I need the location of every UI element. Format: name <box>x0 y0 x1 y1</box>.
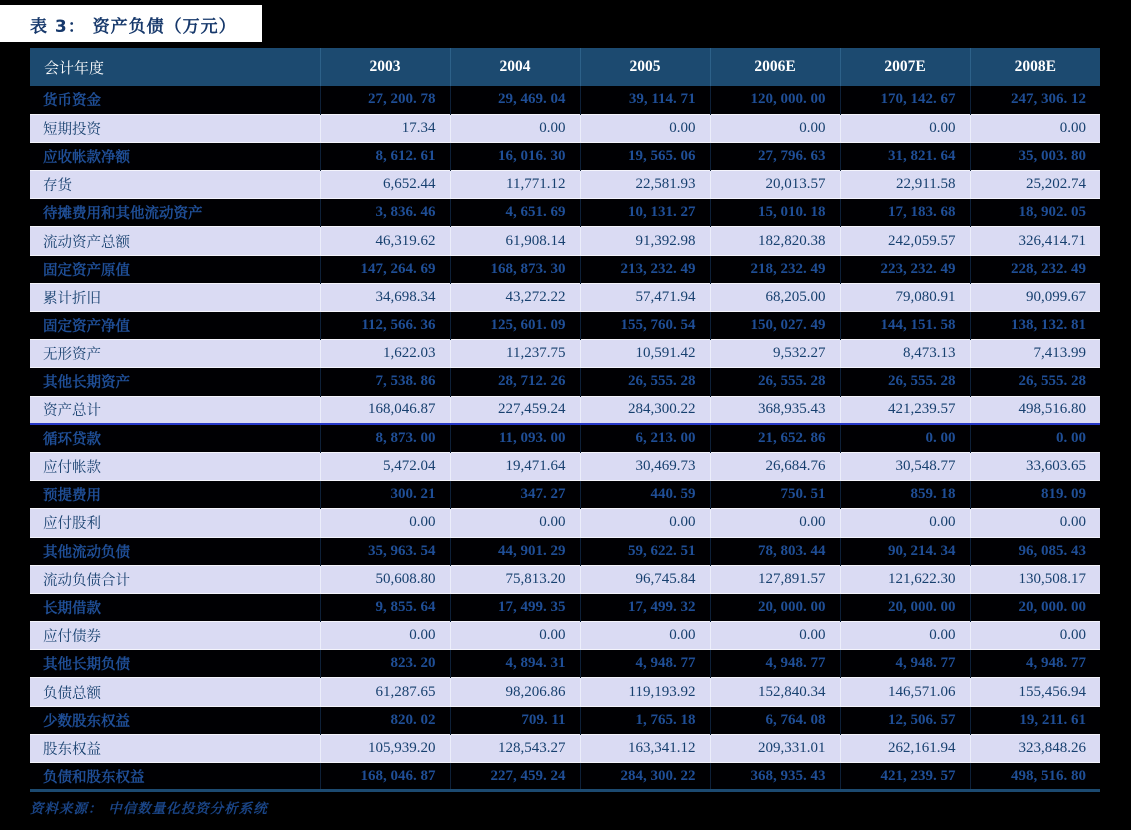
row-label-cell: 长期借款 <box>30 593 320 621</box>
value-cell: 43,272.22 <box>450 283 580 311</box>
value-cell: 9,532.27 <box>710 340 840 368</box>
table-row <box>30 678 1100 706</box>
value-cell: 20,013.57 <box>710 171 840 199</box>
value-cell: 144, 151. 58 <box>840 312 970 340</box>
value-cell: 0.00 <box>580 114 710 142</box>
value-cell: 0.00 <box>710 509 840 537</box>
value-cell: 22,911.58 <box>840 171 970 199</box>
value-cell: 120, 000. 00 <box>710 86 840 114</box>
value-cell: 819. 09 <box>1041 486 1086 503</box>
value-cell: 6, 213. 00 <box>580 424 710 452</box>
row-label-cell: 短期投资 <box>30 114 320 142</box>
value-cell: 128,543.27 <box>450 734 580 762</box>
value-cell: 150, 027. 49 <box>710 312 840 340</box>
value-cell: 262,161.94 <box>840 734 970 762</box>
value-cell: 209,331.01 <box>710 734 840 762</box>
value-cell: 820. 02 <box>320 706 450 734</box>
row-label-cell: 货币资金 <box>30 86 320 114</box>
value-cell: 247, 306. 12 <box>1011 91 1086 108</box>
value-cell: 152,840.34 <box>710 678 840 706</box>
value-cell: 17, 499. 32 <box>580 593 710 621</box>
value-cell: 0.00 <box>580 622 710 650</box>
value-cell: 218, 232. 49 <box>710 255 840 283</box>
value-cell: 421, 239. 57 <box>840 763 970 791</box>
table-row <box>30 86 1100 114</box>
fiscal-year-column-header: 会计年度 <box>30 48 320 86</box>
table-row <box>30 227 1100 255</box>
value-cell: 0.00 <box>970 622 1100 650</box>
value-cell: 227,459.24 <box>450 396 580 424</box>
value-cell: 26, 555. 28 <box>840 368 970 396</box>
table-row <box>30 283 1100 311</box>
value-cell: 26,684.76 <box>710 452 840 480</box>
value-cell: 75,813.20 <box>450 565 580 593</box>
row-label-cell: 应付股利 <box>30 509 320 537</box>
table-row <box>30 565 1100 593</box>
table-row <box>30 171 1100 199</box>
row-label-cell: 预提费用 <box>30 481 320 509</box>
value-cell: 4, 651. 69 <box>450 199 580 227</box>
value-cell: 28, 712. 26 <box>450 368 580 396</box>
value-cell: 709. 11 <box>450 706 580 734</box>
value-cell: 4, 894. 31 <box>450 650 580 678</box>
row-label-cell: 应付债券 <box>30 622 320 650</box>
row-label-cell: 循环贷款 <box>30 424 320 452</box>
value-cell: 26, 555. 28 <box>580 368 710 396</box>
table-row <box>30 142 1100 170</box>
value-cell: 96,745.84 <box>580 565 710 593</box>
table-body <box>30 86 1100 791</box>
value-cell: 223, 232. 49 <box>840 255 970 283</box>
table-header-row <box>30 48 1100 86</box>
value-cell: 20, 000. 00 <box>840 593 970 621</box>
table-row <box>30 396 1100 424</box>
value-cell: 440. 59 <box>580 481 710 509</box>
table-row <box>30 622 1100 650</box>
value-cell: 121,622.30 <box>840 565 970 593</box>
value-cell: 25,202.74 <box>970 171 1100 199</box>
value-cell: 39, 114. 71 <box>580 86 710 114</box>
row-label-cell: 资产总计 <box>30 396 320 424</box>
value-cell: 6, 764. 08 <box>710 706 840 734</box>
value-cell: 0.00 <box>840 114 970 142</box>
value-cell: 130,508.17 <box>970 565 1100 593</box>
value-cell: 19, 565. 06 <box>580 142 710 170</box>
value-cell: 29, 469. 04 <box>450 86 580 114</box>
table-row <box>30 763 1100 791</box>
value-cell: 168, 873. 30 <box>450 255 580 283</box>
table-row <box>30 114 1100 142</box>
value-cell: 168, 046. 87 <box>320 763 450 791</box>
value-cell: 138, 132. 81 <box>1011 317 1086 334</box>
value-cell: 0.00 <box>450 622 580 650</box>
value-cell: 125, 601. 09 <box>450 312 580 340</box>
year-column-header: 2005 <box>580 48 710 86</box>
table-row <box>30 199 1100 227</box>
value-cell: 859. 18 <box>840 481 970 509</box>
value-cell: 7, 538. 86 <box>320 368 450 396</box>
year-column-header: 2004 <box>450 48 580 86</box>
row-label-cell: 其他长期负债 <box>30 650 320 678</box>
value-cell: 368,935.43 <box>710 396 840 424</box>
row-label-cell: 少数股东权益 <box>30 706 320 734</box>
value-cell: 5,472.04 <box>320 452 450 480</box>
value-cell: 0. 00 <box>1056 430 1086 447</box>
year-column-header: 2007E <box>840 48 970 86</box>
value-cell: 0.00 <box>840 509 970 537</box>
value-cell: 213, 232. 49 <box>580 255 710 283</box>
value-cell: 146,571.06 <box>840 678 970 706</box>
row-label-cell: 其他长期资产 <box>30 368 320 396</box>
table-row <box>30 368 1100 396</box>
table-row <box>30 481 1100 509</box>
value-cell: 0.00 <box>840 622 970 650</box>
row-label-cell: 股东权益 <box>30 734 320 762</box>
row-label-cell: 应付帐款 <box>30 452 320 480</box>
value-cell: 61,908.14 <box>450 227 580 255</box>
row-label-cell: 累计折旧 <box>30 283 320 311</box>
table-row <box>30 706 1100 734</box>
value-cell: 59, 622. 51 <box>580 537 710 565</box>
value-cell: 20, 000. 00 <box>1018 598 1086 615</box>
row-label-cell: 待摊费用和其他流动资产 <box>30 199 320 227</box>
table-row <box>30 424 1100 452</box>
value-cell: 1,622.03 <box>320 340 450 368</box>
value-cell: 11,771.12 <box>450 171 580 199</box>
value-cell: 8, 873. 00 <box>320 424 450 452</box>
value-cell: 0.00 <box>970 114 1100 142</box>
value-cell: 30,548.77 <box>840 452 970 480</box>
value-cell: 498, 516. 80 <box>970 763 1100 791</box>
value-cell: 227, 459. 24 <box>450 763 580 791</box>
value-cell: 90,099.67 <box>970 283 1100 311</box>
value-cell: 10,591.42 <box>580 340 710 368</box>
value-cell: 11,237.75 <box>450 340 580 368</box>
value-cell: 112, 566. 36 <box>320 312 450 340</box>
value-cell: 17, 183. 68 <box>840 199 970 227</box>
row-label-cell: 无形资产 <box>30 340 320 368</box>
value-cell: 19,471.64 <box>450 452 580 480</box>
value-cell: 6,652.44 <box>320 171 450 199</box>
value-cell: 323,848.26 <box>970 734 1100 762</box>
value-cell: 17.34 <box>320 114 450 142</box>
value-cell: 96, 085. 43 <box>1018 542 1086 559</box>
year-column-header: 2006E <box>710 48 840 86</box>
value-cell: 20, 000. 00 <box>710 593 840 621</box>
value-cell: 1, 765. 18 <box>580 706 710 734</box>
row-label-cell: 其他流动负债 <box>30 537 320 565</box>
value-cell: 26, 555. 28 <box>1018 373 1086 390</box>
value-cell: 57,471.94 <box>580 283 710 311</box>
value-cell: 26, 555. 28 <box>710 368 840 396</box>
value-cell: 31, 821. 64 <box>840 142 970 170</box>
table-row <box>30 312 1100 340</box>
value-cell: 326,414.71 <box>970 227 1100 255</box>
value-cell: 22,581.93 <box>580 171 710 199</box>
value-cell: 3, 836. 46 <box>320 199 450 227</box>
value-cell: 823. 20 <box>320 650 450 678</box>
row-label-cell: 应收帐款净额 <box>30 142 320 170</box>
value-cell: 750. 51 <box>710 481 840 509</box>
value-cell: 98,206.86 <box>450 678 580 706</box>
value-cell: 242,059.57 <box>840 227 970 255</box>
value-cell: 50,608.80 <box>320 565 450 593</box>
value-cell: 228, 232. 49 <box>1011 260 1086 277</box>
balance-sheet-table <box>30 48 1100 792</box>
value-cell: 498,516.80 <box>970 396 1100 424</box>
value-cell: 163,341.12 <box>580 734 710 762</box>
value-cell: 368, 935. 43 <box>710 763 840 791</box>
value-cell: 19, 211. 61 <box>1019 711 1086 728</box>
value-cell: 155, 760. 54 <box>580 312 710 340</box>
row-label-cell: 固定资产原值 <box>30 255 320 283</box>
value-cell: 0.00 <box>320 622 450 650</box>
value-cell: 0.00 <box>450 509 580 537</box>
value-cell: 35, 963. 54 <box>320 537 450 565</box>
value-cell: 0.00 <box>320 509 450 537</box>
row-label-cell: 固定资产净值 <box>30 312 320 340</box>
value-cell: 119,193.92 <box>580 678 710 706</box>
value-cell: 0.00 <box>710 114 840 142</box>
page-title: 表 3： 资产负债（万元） <box>30 17 237 37</box>
value-cell: 15, 010. 18 <box>710 199 840 227</box>
year-column-header: 2003 <box>320 48 450 86</box>
value-cell: 91,392.98 <box>580 227 710 255</box>
value-cell: 18, 902. 05 <box>1018 204 1086 221</box>
value-cell: 33,603.65 <box>970 452 1100 480</box>
value-cell: 68,205.00 <box>710 283 840 311</box>
row-label-cell: 流动负债合计 <box>30 565 320 593</box>
row-label-cell: 负债和股东权益 <box>30 763 320 791</box>
value-cell: 8, 612. 61 <box>320 142 450 170</box>
value-cell: 44, 901. 29 <box>450 537 580 565</box>
value-cell: 168,046.87 <box>320 396 450 424</box>
value-cell: 0.00 <box>450 114 580 142</box>
row-label-cell: 负债总额 <box>30 678 320 706</box>
balance-sheet-table-container <box>30 48 1100 792</box>
table-row <box>30 340 1100 368</box>
row-label-cell: 流动资产总额 <box>30 227 320 255</box>
value-cell: 147, 264. 69 <box>320 255 450 283</box>
value-cell: 11, 093. 00 <box>450 424 580 452</box>
value-cell: 0. 00 <box>840 424 970 452</box>
value-cell: 8,473.13 <box>840 340 970 368</box>
value-cell: 4, 948. 77 <box>1026 655 1086 672</box>
value-cell: 21, 652. 86 <box>710 424 840 452</box>
value-cell: 78, 803. 44 <box>710 537 840 565</box>
data-source-note: 资料来源： 中信数量化投资分析系统 <box>30 801 268 817</box>
table-row <box>30 537 1100 565</box>
value-cell: 284, 300. 22 <box>580 763 710 791</box>
value-cell: 182,820.38 <box>710 227 840 255</box>
value-cell: 34,698.34 <box>320 283 450 311</box>
value-cell: 421,239.57 <box>840 396 970 424</box>
value-cell: 30,469.73 <box>580 452 710 480</box>
value-cell: 4, 948. 77 <box>710 650 840 678</box>
table-row <box>30 452 1100 480</box>
value-cell: 61,287.65 <box>320 678 450 706</box>
value-cell: 105,939.20 <box>320 734 450 762</box>
value-cell: 170, 142. 67 <box>840 86 970 114</box>
table-header <box>30 48 1100 86</box>
value-cell: 4, 948. 77 <box>580 650 710 678</box>
value-cell: 4, 948. 77 <box>840 650 970 678</box>
value-cell: 7,413.99 <box>970 340 1100 368</box>
table-row <box>30 509 1100 537</box>
table-row <box>30 255 1100 283</box>
table-row <box>30 593 1100 621</box>
value-cell: 127,891.57 <box>710 565 840 593</box>
value-cell: 90, 214. 34 <box>840 537 970 565</box>
value-cell: 35, 003. 80 <box>1018 147 1086 164</box>
value-cell: 9, 855. 64 <box>320 593 450 621</box>
value-cell: 155,456.94 <box>970 678 1100 706</box>
value-cell: 0.00 <box>970 509 1100 537</box>
table-row <box>30 734 1100 762</box>
table-row <box>30 650 1100 678</box>
value-cell: 27, 796. 63 <box>710 142 840 170</box>
value-cell: 17, 499. 35 <box>450 593 580 621</box>
value-cell: 300. 21 <box>320 481 450 509</box>
value-cell: 10, 131. 27 <box>580 199 710 227</box>
value-cell: 79,080.91 <box>840 283 970 311</box>
value-cell: 16, 016. 30 <box>450 142 580 170</box>
value-cell: 46,319.62 <box>320 227 450 255</box>
value-cell: 0.00 <box>710 622 840 650</box>
row-label-cell: 存货 <box>30 171 320 199</box>
value-cell: 27, 200. 78 <box>320 86 450 114</box>
value-cell: 284,300.22 <box>580 396 710 424</box>
year-column-header: 2008E <box>970 48 1100 86</box>
value-cell: 0.00 <box>580 509 710 537</box>
value-cell: 12, 506. 57 <box>840 706 970 734</box>
value-cell: 347. 27 <box>450 481 580 509</box>
